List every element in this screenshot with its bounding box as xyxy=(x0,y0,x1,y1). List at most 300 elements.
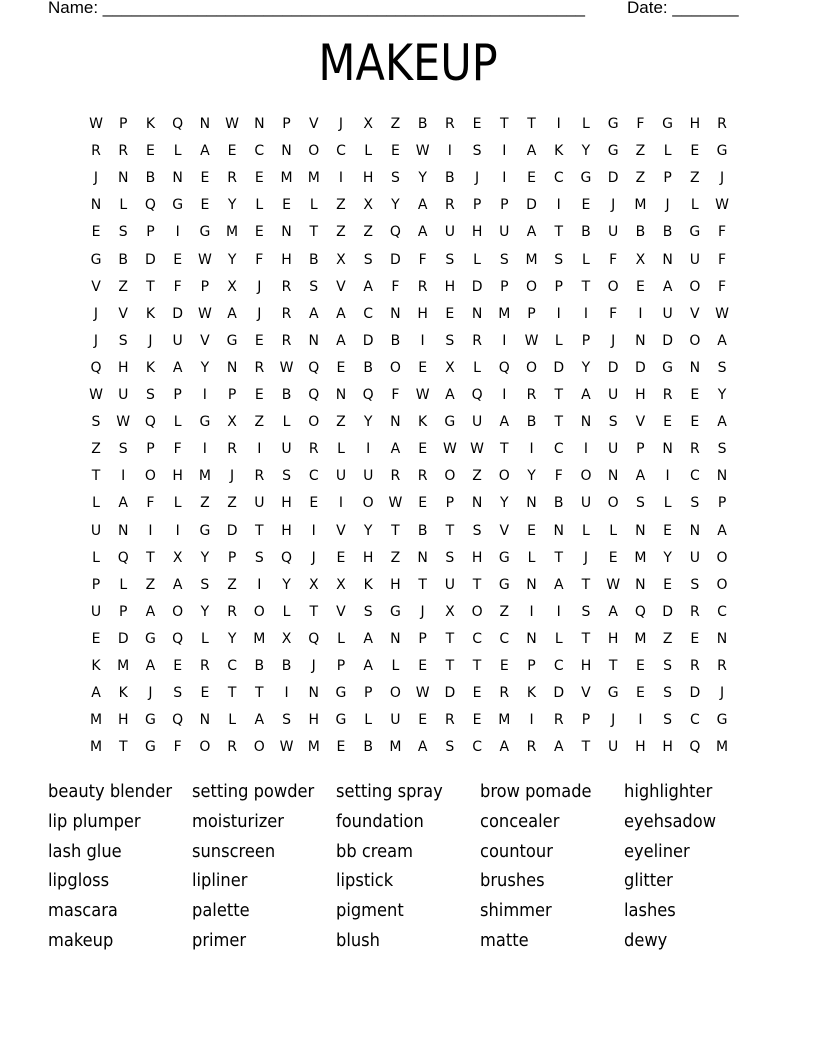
grid-letter: N xyxy=(635,576,646,593)
grid-letter: T xyxy=(391,522,400,539)
grid-letter: I xyxy=(638,712,643,729)
grid-letter: U xyxy=(363,468,374,485)
grid-letter: V xyxy=(336,603,346,620)
grid-letter: Z xyxy=(472,468,482,485)
grid-letter: I xyxy=(338,170,344,187)
grid-letter: W xyxy=(442,441,457,458)
grid-letter: W xyxy=(388,495,403,512)
grid-letter: M xyxy=(525,251,538,268)
grid-letter: P xyxy=(581,712,591,729)
grid-letter: Y xyxy=(200,359,210,376)
grid-letter: S xyxy=(499,251,509,268)
grid-letter: S xyxy=(472,143,482,160)
grid-letter: I xyxy=(202,441,207,458)
grid-letter: N xyxy=(117,522,129,539)
grid-letter: O xyxy=(607,495,619,512)
word-list-item: brow pomade xyxy=(480,782,592,802)
grid-letter: A xyxy=(200,143,210,160)
grid-letter: H xyxy=(635,387,646,403)
grid-letter: Z xyxy=(690,170,700,187)
grid-letter: N xyxy=(172,170,183,187)
grid-letter: G xyxy=(199,224,211,241)
grid-letter: Z xyxy=(635,170,646,187)
grid-letter: U xyxy=(281,441,292,458)
grid-letter: W xyxy=(715,197,729,214)
grid-letter: P xyxy=(200,278,210,295)
grid-letter: Q xyxy=(144,414,156,431)
grid-letter: U xyxy=(335,468,347,485)
grid-letter: M xyxy=(634,630,647,647)
grid-letter: R xyxy=(717,116,727,132)
grid-letter: G xyxy=(145,712,156,729)
grid-letter: G xyxy=(199,522,211,539)
grid-letter: T xyxy=(309,224,319,241)
word-list-item: primer xyxy=(192,930,247,951)
grid-letter: D xyxy=(145,251,156,268)
grid-letter: A xyxy=(118,495,128,512)
grid-letter: H xyxy=(471,549,483,566)
grid-letter: W xyxy=(279,359,294,376)
grid-letter: Z xyxy=(363,224,373,241)
grid-letter: X xyxy=(281,630,292,647)
grid-letter: U xyxy=(172,332,183,349)
grid-letter: T xyxy=(554,414,564,431)
grid-letter: S xyxy=(118,224,128,241)
grid-letter: U xyxy=(608,441,619,458)
grid-letter: Q xyxy=(172,116,184,132)
grid-letter: T xyxy=(91,468,101,485)
grid-letter: O xyxy=(689,278,701,295)
grid-letter: Z xyxy=(145,576,156,593)
grid-letter: R xyxy=(254,468,265,485)
grid-letter: C xyxy=(363,305,374,322)
grid-letter: Z xyxy=(336,414,346,431)
grid-letter: O xyxy=(172,603,184,620)
grid-letter: L xyxy=(228,712,236,729)
grid-letter: S xyxy=(581,603,591,620)
grid-letter: E xyxy=(282,197,291,214)
grid-letter: J xyxy=(230,468,235,485)
grid-letter: Z xyxy=(390,549,401,566)
grid-letter: Y xyxy=(200,549,210,566)
grid-letter: N xyxy=(308,332,319,349)
grid-letter: L xyxy=(282,603,291,620)
grid-letter: J xyxy=(148,332,153,349)
grid-letter: N xyxy=(390,305,401,322)
grid-letter: M xyxy=(89,712,103,729)
grid-letter: N xyxy=(662,441,673,458)
grid-letter: V xyxy=(336,522,346,539)
grid-letter: V xyxy=(499,522,510,539)
grid-letter: J xyxy=(338,116,344,132)
grid-letter: C xyxy=(553,170,564,187)
grid-letter: R xyxy=(689,603,700,620)
grid-letter: O xyxy=(362,495,374,512)
grid-letter: O xyxy=(308,414,320,431)
grid-letter: P xyxy=(118,603,128,620)
grid-letter: R xyxy=(689,658,700,674)
grid-letter: Y xyxy=(500,495,509,512)
grid-letter: L xyxy=(119,576,128,593)
grid-letter: T xyxy=(472,576,482,593)
grid-letter: Z xyxy=(200,495,210,512)
grid-letter: P xyxy=(227,387,237,403)
grid-letter: W xyxy=(715,305,729,322)
grid-letter: D xyxy=(662,603,673,620)
grid-letter: U xyxy=(608,739,619,756)
grid-letter: T xyxy=(146,278,155,295)
grid-letter: E xyxy=(663,576,673,593)
grid-letter: L xyxy=(173,414,182,431)
grid-letter: T xyxy=(581,576,591,593)
grid-letter: A xyxy=(553,739,564,756)
grid-letter: J xyxy=(719,685,725,702)
grid-letter: N xyxy=(526,495,537,512)
grid-letter: B xyxy=(553,495,564,512)
grid-letter: F xyxy=(173,441,182,458)
grid-letter: F xyxy=(554,468,563,485)
grid-letter: S xyxy=(554,251,564,268)
grid-letter: S xyxy=(717,359,727,376)
grid-letter: O xyxy=(607,278,619,295)
grid-letter: Q xyxy=(144,197,156,214)
grid-letter: R xyxy=(444,712,455,729)
grid-letter: D xyxy=(607,359,619,376)
grid-letter: T xyxy=(581,630,591,647)
grid-letter: W xyxy=(89,387,103,403)
grid-letter: A xyxy=(417,197,428,214)
grid-letter: F xyxy=(718,224,727,241)
grid-letter: W xyxy=(606,576,621,593)
grid-letter: T xyxy=(608,658,618,674)
grid-letter: F xyxy=(391,278,400,295)
grid-letter: C xyxy=(499,630,510,647)
grid-letter: S xyxy=(282,468,291,485)
grid-letter: S xyxy=(390,170,400,187)
grid-letter: F xyxy=(718,278,727,295)
grid-letter: E xyxy=(146,143,155,160)
grid-letter: M xyxy=(498,305,511,322)
grid-letter: D xyxy=(526,197,537,214)
grid-letter: M xyxy=(498,712,511,729)
grid-letter: N xyxy=(635,332,646,349)
grid-letter: D xyxy=(553,359,565,376)
grid-letter: M xyxy=(389,739,402,756)
grid-letter: K xyxy=(118,685,128,702)
grid-letter: A xyxy=(145,603,156,620)
grid-letter: E xyxy=(608,549,618,566)
grid-letter: R xyxy=(717,658,727,674)
grid-letter: B xyxy=(662,224,673,241)
grid-letter: L xyxy=(582,116,590,132)
word-list-item: bb cream xyxy=(336,841,413,862)
grid-letter: W xyxy=(279,739,294,756)
grid-letter: X xyxy=(308,576,319,593)
grid-letter: U xyxy=(118,387,129,403)
grid-letter: J xyxy=(93,170,99,187)
grid-letter: Y xyxy=(227,251,237,268)
word-list-item: foundation xyxy=(336,811,424,832)
grid-letter: Y xyxy=(227,197,237,214)
grid-letter: U xyxy=(662,305,673,322)
grid-letter: P xyxy=(363,685,373,702)
grid-letter: D xyxy=(444,685,456,702)
grid-letter: C xyxy=(308,468,319,485)
grid-letter: R xyxy=(526,739,537,756)
grid-letter: D xyxy=(607,170,619,187)
grid-letter: Z xyxy=(254,414,265,431)
grid-letter: E xyxy=(336,739,346,756)
grid-letter: P xyxy=(336,658,346,674)
grid-letter: H xyxy=(635,739,646,756)
grid-letter: R xyxy=(91,143,101,160)
grid-letter: J xyxy=(257,278,262,295)
grid-letter: M xyxy=(253,630,266,647)
grid-letter: G xyxy=(716,712,728,729)
grid-letter: X xyxy=(227,414,237,431)
grid-letter: I xyxy=(529,603,534,620)
grid-letter: E xyxy=(527,170,536,187)
grid-letter: F xyxy=(718,251,727,268)
grid-letter: T xyxy=(309,603,319,620)
grid-letter: J xyxy=(93,332,99,349)
grid-letter: X xyxy=(172,549,183,566)
grid-letter: W xyxy=(89,116,103,132)
grid-letter: S xyxy=(717,441,727,458)
grid-letter: Q xyxy=(172,712,184,729)
grid-letter: L xyxy=(255,197,264,214)
grid-letter: O xyxy=(308,143,320,160)
grid-letter: A xyxy=(608,603,618,620)
grid-letter: E xyxy=(472,712,482,729)
grid-letter: S xyxy=(445,251,455,268)
grid-letter: D xyxy=(362,332,374,349)
grid-letter: E xyxy=(336,549,346,566)
grid-letter: R xyxy=(689,441,700,458)
grid-letter: I xyxy=(638,305,643,322)
grid-letter: E xyxy=(254,387,264,403)
grid-letter: R xyxy=(281,278,292,295)
grid-letter: M xyxy=(89,739,103,756)
grid-letter: R xyxy=(281,305,292,322)
grid-letter: P xyxy=(527,305,536,322)
grid-letter: K xyxy=(91,658,101,674)
grid-letter: D xyxy=(390,251,401,268)
grid-letter: M xyxy=(307,739,320,756)
grid-letter: I xyxy=(175,522,180,539)
grid-letter: B xyxy=(118,251,129,268)
grid-letter: B xyxy=(254,658,265,674)
grid-letter: K xyxy=(145,305,156,322)
grid-letter: H xyxy=(417,305,428,322)
grid-letter: S xyxy=(445,549,455,566)
grid-letter: B xyxy=(308,251,319,268)
grid-letter: H xyxy=(362,549,374,566)
grid-letter: N xyxy=(281,224,292,241)
grid-letter: I xyxy=(556,603,561,620)
grid-letter: L xyxy=(391,658,400,674)
grid-letter: H xyxy=(607,630,619,647)
grid-letter: T xyxy=(445,658,455,674)
grid-letter: C xyxy=(689,468,700,485)
grid-letter: E xyxy=(254,170,264,187)
grid-letter: T xyxy=(581,278,591,295)
grid-letter: E xyxy=(527,522,536,539)
grid-letter: Z xyxy=(499,603,510,620)
grid-letter: Y xyxy=(717,387,727,403)
grid-letter: E xyxy=(309,495,319,512)
grid-letter: Q xyxy=(308,359,320,376)
grid-letter: E xyxy=(254,224,264,241)
grid-letter: E xyxy=(690,630,700,647)
grid-letter: G xyxy=(335,685,347,702)
grid-letter: L xyxy=(200,630,209,647)
grid-letter: T xyxy=(146,549,155,566)
grid-letter: D xyxy=(471,278,483,295)
grid-letter: K xyxy=(145,359,156,376)
grid-letter: A xyxy=(526,224,537,241)
grid-letter: I xyxy=(502,332,507,349)
grid-letter: Z xyxy=(336,197,346,214)
grid-letter: S xyxy=(173,685,183,702)
grid-letter: P xyxy=(91,576,101,593)
grid-letter: N xyxy=(308,685,319,702)
grid-letter: G xyxy=(335,712,347,729)
grid-letter: O xyxy=(389,359,401,376)
grid-letter: V xyxy=(91,278,101,295)
grid-letter: K xyxy=(554,143,564,160)
grid-letter: C xyxy=(717,603,727,620)
grid-letter: E xyxy=(663,414,673,431)
grid-letter: A xyxy=(553,576,564,593)
grid-letter: E xyxy=(254,332,264,349)
grid-letter: T xyxy=(554,224,564,241)
word-list-item: shimmer xyxy=(480,901,552,922)
grid-letter: X xyxy=(363,116,373,132)
grid-letter: M xyxy=(117,658,130,674)
grid-letter: L xyxy=(663,495,672,512)
word-list-item: highlighter xyxy=(624,782,713,802)
grid-letter: T xyxy=(554,387,564,403)
grid-letter: I xyxy=(502,387,507,403)
grid-letter: L xyxy=(554,630,563,647)
grid-letter: U xyxy=(499,224,510,241)
grid-letter: W xyxy=(415,143,430,160)
grid-letter: F xyxy=(609,305,618,322)
word-list-item: countour xyxy=(480,841,553,862)
grid-letter: H xyxy=(390,576,401,593)
grid-letter: A xyxy=(662,278,673,295)
grid-letter: O xyxy=(689,332,701,349)
grid-letter: G xyxy=(498,549,510,566)
grid-letter: R xyxy=(499,685,510,702)
grid-letter: O xyxy=(498,468,510,485)
grid-letter: R xyxy=(444,116,455,132)
grid-letter: C xyxy=(553,441,564,458)
grid-letter: P xyxy=(418,630,427,647)
grid-letter: R xyxy=(281,332,292,349)
grid-letter: A xyxy=(581,387,591,403)
grid-letter: E xyxy=(173,251,183,268)
grid-letter: M xyxy=(634,549,647,566)
grid-letter: N xyxy=(390,414,401,431)
grid-letter: D xyxy=(662,332,673,349)
grid-letter: G xyxy=(172,197,184,214)
grid-letter: S xyxy=(363,603,373,620)
grid-letter: D xyxy=(226,522,238,539)
grid-letter: K xyxy=(363,576,373,593)
grid-letter: X xyxy=(227,278,237,295)
grid-letter: B xyxy=(145,170,156,187)
grid-letter: I xyxy=(338,495,344,512)
grid-letter: G xyxy=(389,603,401,620)
grid-letter: E xyxy=(200,685,210,702)
grid-letter: L xyxy=(119,197,128,214)
grid-letter: R xyxy=(308,441,319,458)
grid-letter: I xyxy=(148,522,153,539)
grid-letter: A xyxy=(499,414,510,431)
grid-letter: D xyxy=(172,305,184,322)
grid-letter: D xyxy=(117,630,129,647)
grid-letter: V xyxy=(308,116,319,132)
grid-letter: U xyxy=(444,576,455,593)
grid-letter: P xyxy=(636,441,645,458)
grid-letter: O xyxy=(444,468,456,485)
grid-letter: S xyxy=(663,658,673,674)
grid-letter: P xyxy=(500,278,509,295)
grid-letter: A xyxy=(499,739,510,756)
grid-letter: L xyxy=(582,251,590,268)
grid-letter: E xyxy=(418,712,428,729)
grid-letter: E xyxy=(635,685,645,702)
grid-letter: E xyxy=(91,630,101,647)
grid-letter: H xyxy=(444,278,456,295)
grid-letter: J xyxy=(611,712,616,729)
word-list-item: brushes xyxy=(480,871,545,892)
grid-letter: Q xyxy=(634,603,646,620)
word-list-item: lipliner xyxy=(192,871,248,892)
grid-letter: R xyxy=(254,359,265,376)
grid-letter: L xyxy=(282,414,291,431)
grid-letter: R xyxy=(227,170,237,187)
grid-letter: S xyxy=(663,712,673,729)
grid-letter: E xyxy=(418,441,428,458)
grid-letter: S xyxy=(282,712,291,729)
grid-letter: G xyxy=(662,359,674,376)
grid-letter: O xyxy=(716,576,728,593)
grid-letter: E xyxy=(635,658,645,674)
grid-letter: B xyxy=(417,522,428,539)
grid-letter: A xyxy=(635,468,646,485)
grid-letter: J xyxy=(311,549,316,566)
grid-letter: I xyxy=(529,712,534,729)
grid-letter: A xyxy=(336,305,346,322)
word-list-item: glitter xyxy=(624,871,673,892)
grid-letter: U xyxy=(608,224,619,241)
grid-letter: D xyxy=(689,685,701,702)
grid-letter: B xyxy=(390,332,401,349)
grid-letter: I xyxy=(556,305,561,322)
grid-letter: N xyxy=(553,522,564,539)
grid-letter: N xyxy=(689,522,701,539)
grid-letter: E xyxy=(336,359,346,376)
grid-letter: C xyxy=(472,739,482,756)
grid-letter: Y xyxy=(363,522,373,539)
grid-letter: O xyxy=(253,739,265,756)
grid-letter: L xyxy=(173,495,182,512)
grid-letter: R xyxy=(417,468,428,485)
word-list-item: pigment xyxy=(336,901,404,922)
